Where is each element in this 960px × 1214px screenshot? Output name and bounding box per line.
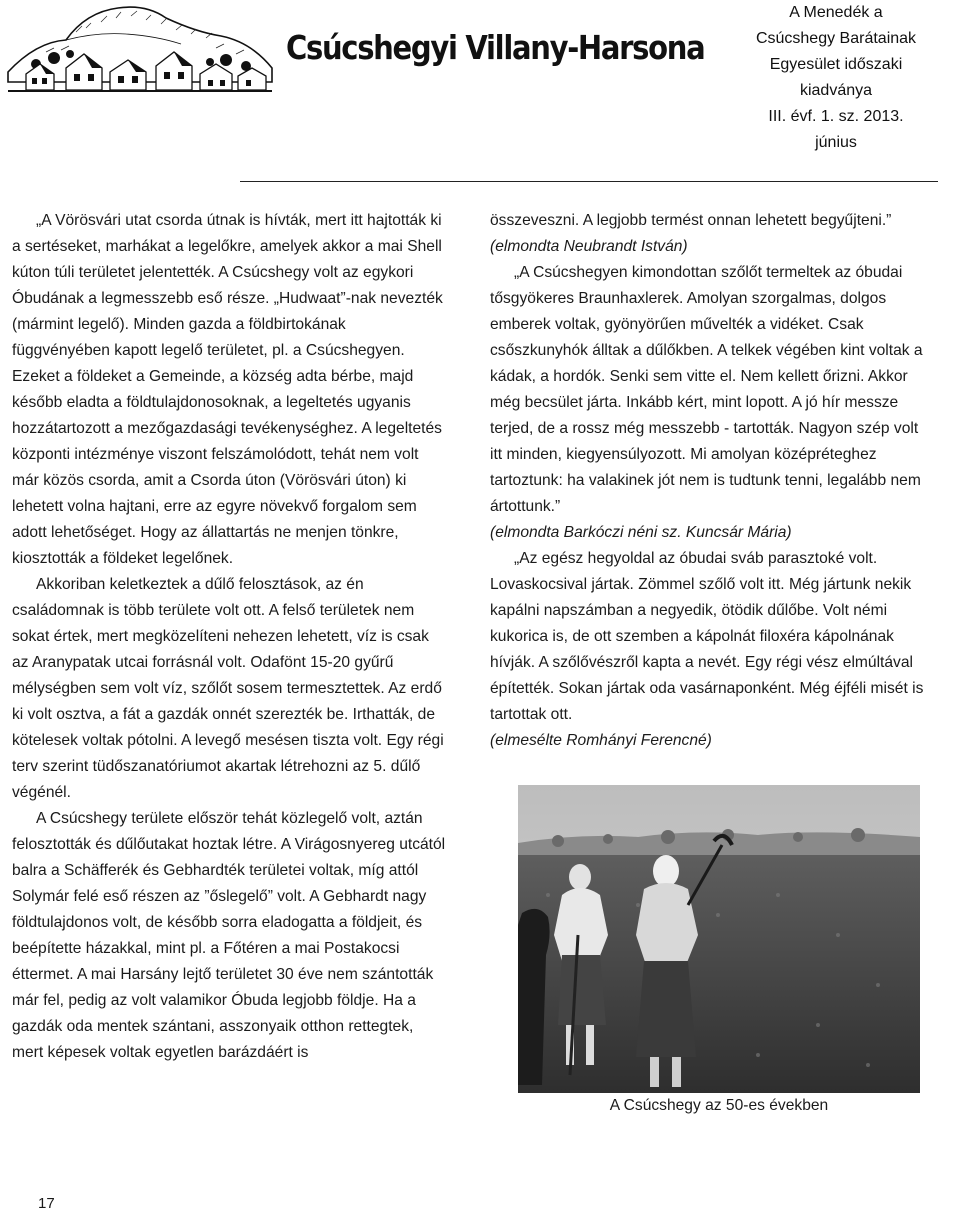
- issue-line: június: [815, 134, 857, 151]
- page-number: 17: [38, 1195, 55, 1212]
- issue-line: A Menedék a: [789, 4, 883, 21]
- article-paragraph: „A Csúcshegyen kimondottan szőlőt termeltek az óbudai tősgyökeres Braunhaxlerek. Amolyan szorgalmas, dolgos emberek voltak, gyönyörűen művelték a vidéket. Csak csőszkunyhók álltak a dűlőkben. A telkek végében kint voltak a kádak, a hordók. Senki sem vitte el. Nem kellett őrizni. Akkor még becsület járta. Inkább kért, mint lopott. A jó hír messze terjed, de a rossz még messzebb - tartották. Nagyon szép volt itt minden, kiegyensúlyozott. Mi amolyan középréteghez tartoztunk: ha valakinek jót nem is tudtunk tenni, legalább nem ártottunk.”: [490, 264, 923, 515]
- article-paragraph: „Az egész hegyoldal az óbudai sváb parasztoké volt. Lovaskocsival jártak. Zömmel szőlő volt itt. Még jártunk nekik kapálni napszámban a negyedik, ötödik dűlőbe. Volt némi kukorica is, de ott szemben a kápolnát filoxéra kápolnának hívják. A szőlővészről kapta a nevét. Egy régi vész elmúltával építették. Sokan jártak oda vasárnaponként. Még éjféli misét is tartottak ott.: [490, 550, 924, 723]
- article-paragraph: „A Vörösvári utat csorda útnak is hívták, mert itt hajtották ki a sertéseket, marhákat a legelőkre, amelyek akkor a mai Shell kúton túli területet jelentették. A Csúcshegy volt az egykori Óbudának a legmesszebb eső része. „Hudwaat”-nak nevezték (mármint legelő). Minden gazda a földbirtokának függvényében kapott legelő területet, pl. a Csúcshegyen. Ezeket a földeket a Gemeinde, a község adta bérbe, majd később eladta a földtulajdonosoknak, a legeltetés ugyanis hozzátartozott a mezőgazdasági tevékenységhez. A legeltetés központi intézménye viszont felszámolódott, tehát nem volt már közös csorda, amit a Csorda úton (Vörösvári úton) ki lehetett volna hajtani, erre az egyre növekvő forgalom sem adott lehetőséget. Hogy az állattartás ne menjen tönkre, kiosztották a földeket legelőnek.: [12, 212, 443, 567]
- masthead: [0, 0, 960, 180]
- village-logo-illustration: [6, 2, 274, 94]
- issue-line: Egyesület időszaki: [769, 56, 903, 73]
- quote-attribution: (elmondta Barkóczi néni sz. Kuncsár Mária): [490, 524, 792, 541]
- article-paragraph: A Csúcshegy területe először tehát közlegelő volt, aztán felosztották és dűlőutakat hoztak létre. A Virágosnyereg utcától balra a Schäfferék és Gebhardték területei voltak, míg attól Solymár felé eső részen az ”őslegelő” volt. A Gebhardt nagy földtulajdonos volt, de később sorra eladogatta a földjeit, és beépítette házakkal, mint pl. a Főtéren a mai Postakocsi éttermet. A mai Harsány lejtő területet 30 éve nem szántották már fel, pedig az volt valamikor Óbuda legjobb földje. Ha a gazdák oda mentek szántani, asszonyaik otthon rettegtek, mert képesek voltak egyetlen barázdáért is: [12, 810, 446, 1061]
- quote-attribution: (elmondta Neubrandt István): [490, 238, 688, 255]
- article-paragraph: [490, 208, 930, 260]
- quote-attribution: (elmesélte Romhányi Ferencné): [490, 732, 712, 749]
- article-column-left: [12, 208, 448, 1066]
- issue-line: Csúcshegy Barátainak: [755, 30, 917, 47]
- photo-caption: A Csúcshegy az 50-es években: [609, 1097, 829, 1114]
- issue-info: [738, 0, 934, 156]
- historic-photo: [518, 785, 920, 1093]
- header-divider: [240, 181, 938, 182]
- quote-text: összeveszni. A legjobb termést onnan lehetett begyűjteni.”: [490, 212, 892, 229]
- article-paragraph: Akkoriban keletkeztek a dűlő felosztások, az én családomnak is több területe volt ott. A felső területek nem sokat értek, mert megközelíteni nehezen lehetett, víz is csak az Aranypatak utcai forrásnál volt. Odafönt 15-20 gyűrű mélységben sem volt víz, szőlőt sosem termesztettek. Az erdő ki volt osztva, a fát a gazdák onnét szerezték be. Irthatták, de kötelesek voltak pótolni. A levegő mesésen tiszta volt. Egy régi terv szerint tüdőszanatóriumot akartak létrehozni az 5. dűlő végénél.: [12, 576, 444, 801]
- issue-line: III. évf. 1. sz. 2013.: [768, 108, 904, 125]
- masthead-title: Csúcshegyi Villany-Harsona: [286, 28, 705, 67]
- article-column-right: [490, 208, 930, 754]
- issue-line: kiadványa: [799, 82, 873, 99]
